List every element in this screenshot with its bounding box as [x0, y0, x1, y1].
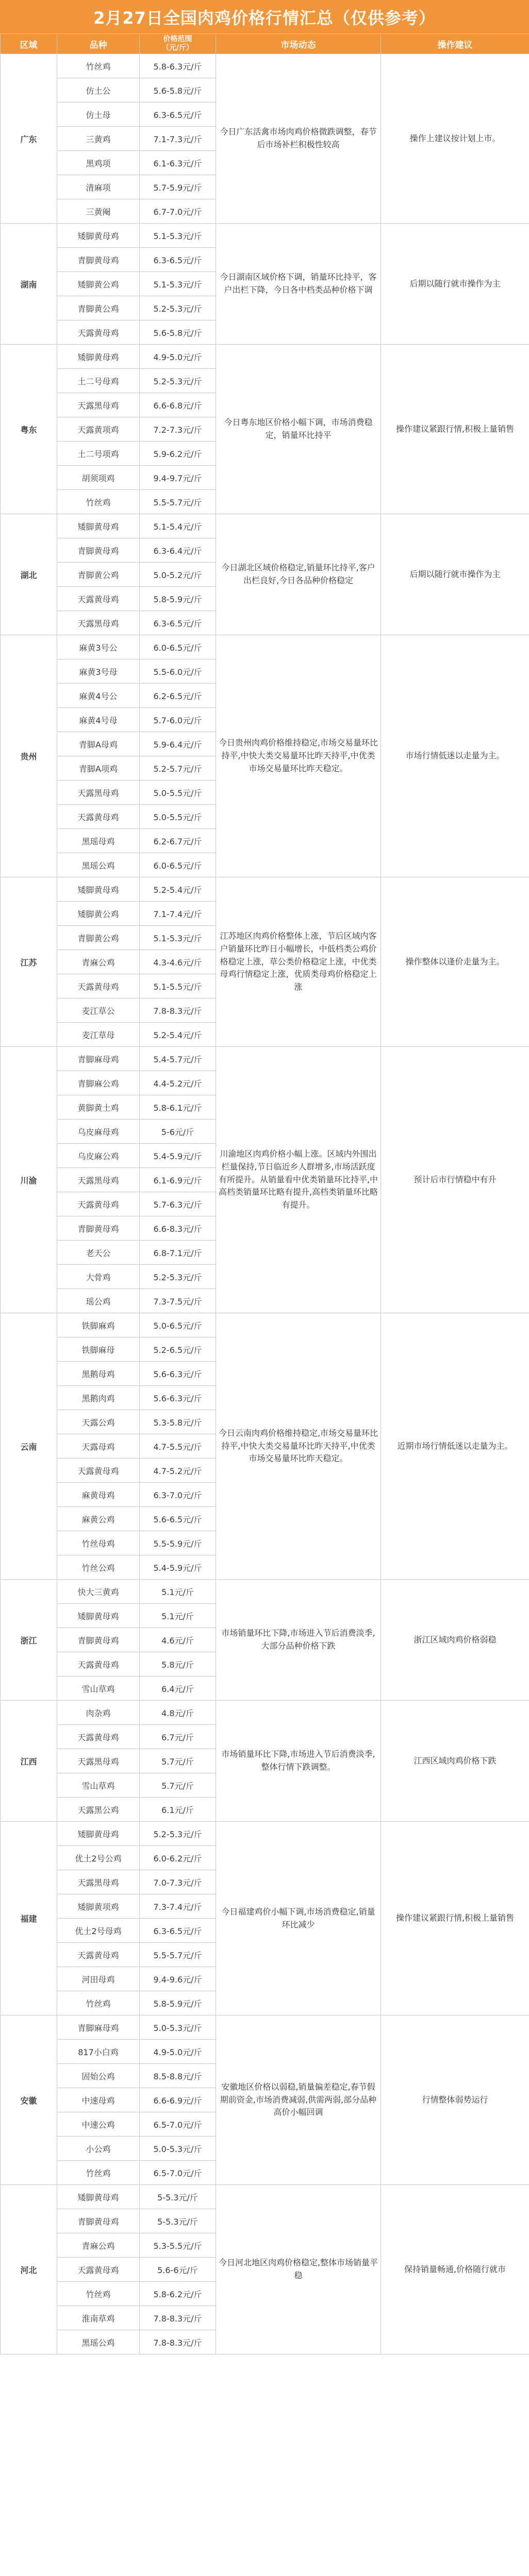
price-cell: 7.2-7.3元/斤 [140, 417, 216, 442]
variety-cell: 天露黑母鸡 [57, 611, 140, 635]
variety-cell: 雪山草鸡 [57, 1773, 140, 1798]
price-cell: 4.7-5.5元/斤 [140, 1434, 216, 1459]
table-row [1, 1580, 529, 1604]
variety-cell: 仿土公 [57, 78, 140, 103]
price-cell: 5.1元/斤 [140, 1604, 216, 1628]
variety-cell: 黑鹅肉鸡 [57, 1386, 140, 1410]
price-cell: 5-6元/斤 [140, 1120, 216, 1144]
market-dynamics-cell: 江苏地区肉鸡价格整体上涨，节后区域内客户销量环比昨日小幅增长，中低档类公鸡价格稳定上涨，草公类价格稳定上涨，中优类母鸡行情稳定上涨，优质类母鸡价格稳定上涨 [216, 877, 381, 1047]
price-cell: 5.0-6.5元/斤 [140, 1313, 216, 1337]
title-bar [0, 0, 529, 33]
variety-cell: 麻黄3号公 [57, 635, 140, 659]
price-cell: 6.5-7.0元/斤 [140, 2112, 216, 2137]
table-body [1, 54, 529, 2354]
variety-cell: 矮脚黄公鸡 [57, 902, 140, 926]
advice-cell: 近期市场行情低迷以走量为主。 [381, 1313, 529, 1580]
variety-cell: 快大三黄鸡 [57, 1580, 140, 1604]
price-cell: 5.2-6.5元/斤 [140, 1337, 216, 1362]
variety-cell: 天露黄母鸡 [57, 805, 140, 829]
price-cell: 6.6-8.3元/斤 [140, 1216, 216, 1241]
table-row [1, 1701, 529, 1725]
variety-cell: 天露黄母鸡 [57, 1192, 140, 1216]
table-header [1, 34, 529, 54]
price-cell: 6.0-6.5元/斤 [140, 853, 216, 877]
price-cell: 9.4-9.6元/斤 [140, 1967, 216, 1991]
variety-cell: 青脚黄母鸡 [57, 2209, 140, 2233]
price-cell: 5.0-5.5元/斤 [140, 781, 216, 805]
region-cell: 福建 [1, 1822, 57, 2015]
variety-cell: 青麻公鸡 [57, 2233, 140, 2258]
variety-cell: 天露母鸡 [57, 1434, 140, 1459]
variety-cell: 黑鹅母鸡 [57, 1362, 140, 1386]
price-cell: 6.1元/斤 [140, 1798, 216, 1822]
variety-cell: 竹丝鸡 [57, 2161, 140, 2185]
variety-cell: 老天公 [57, 1241, 140, 1265]
price-cell: 6.0-6.5元/斤 [140, 635, 216, 659]
price-cell: 5.7元/斤 [140, 1749, 216, 1773]
variety-cell: 竹丝鸡 [57, 2282, 140, 2306]
region-cell: 江苏 [1, 877, 57, 1047]
price-cell: 5.1-5.3元/斤 [140, 224, 216, 248]
advice-cell: 浙江区域肉鸡价格弱稳 [381, 1580, 529, 1701]
variety-cell: 麦江草母 [57, 1023, 140, 1047]
variety-cell: 矮脚黄母鸡 [57, 1604, 140, 1628]
variety-cell: 矮脚黄母鸡 [57, 514, 140, 538]
price-cell: 5.4-5.9元/斤 [140, 1144, 216, 1168]
price-cell: 6.1-6.9元/斤 [140, 1168, 216, 1192]
variety-cell: 麻黄4号母 [57, 708, 140, 732]
market-dynamics-cell: 市场销量环比下降,市场进入节后消费淡季,大部分品种价格下跌 [216, 1580, 381, 1701]
region-cell: 安徽 [1, 2015, 57, 2185]
table-row [1, 224, 529, 248]
variety-cell: 天露黄母鸡 [57, 974, 140, 998]
variety-cell: 天露黄母鸡 [57, 2258, 140, 2282]
advice-cell: 行情整体弱势运行 [381, 2015, 529, 2185]
price-cell: 6.8-7.1元/斤 [140, 1241, 216, 1265]
price-cell: 7.1-7.3元/斤 [140, 127, 216, 151]
price-cell: 6.4元/斤 [140, 1676, 216, 1701]
variety-cell: 淮南草鸡 [57, 2306, 140, 2330]
variety-cell: 竹丝鸡 [57, 54, 140, 78]
price-cell: 6.3-6.5元/斤 [140, 611, 216, 635]
price-cell: 7.0-7.3元/斤 [140, 1870, 216, 1894]
variety-cell: 黄脚黄土鸡 [57, 1095, 140, 1120]
advice-cell: 后期以随行就市操作为主 [381, 224, 529, 345]
price-cell: 5.6-6.5元/斤 [140, 1507, 216, 1531]
variety-cell: 青脚麻母鸡 [57, 2015, 140, 2040]
price-cell: 5.2-5.3元/斤 [140, 1265, 216, 1289]
variety-cell: 竹丝母鸡 [57, 1531, 140, 1555]
variety-cell: 矮脚黄母鸡 [57, 2185, 140, 2209]
region-cell: 湖南 [1, 224, 57, 345]
region-cell: 广东 [1, 54, 57, 224]
variety-cell: 麻黄母鸡 [57, 1483, 140, 1507]
variety-cell: 黑瑶公鸡 [57, 2330, 140, 2354]
price-cell: 5.4-5.7元/斤 [140, 1047, 216, 1071]
price-cell: 5.7-6.0元/斤 [140, 708, 216, 732]
price-cell: 6.6-6.9元/斤 [140, 2088, 216, 2112]
variety-cell: 竹丝鸡 [57, 1991, 140, 2015]
variety-cell: 青麻公鸡 [57, 950, 140, 974]
variety-cell: 天露黄母鸡 [57, 1943, 140, 1967]
region-cell: 川渝 [1, 1047, 57, 1313]
price-cell: 6.2-6.7元/斤 [140, 829, 216, 853]
variety-cell: 青脚黄母鸡 [57, 538, 140, 563]
price-cell: 5.6-6.3元/斤 [140, 1362, 216, 1386]
variety-cell: 天露黄母鸡 [57, 320, 140, 345]
variety-cell: 麻黄3号母 [57, 659, 140, 684]
market-dynamics-cell: 今日福建鸡价小幅下调,市场消费稳定,销量环比减少 [216, 1822, 381, 2015]
price-cell: 6.2-6.5元/斤 [140, 684, 216, 708]
header-price: 价格范围 （元/斤） [140, 34, 216, 54]
variety-cell: 铁脚麻母 [57, 1337, 140, 1362]
variety-cell: 大骨鸡 [57, 1265, 140, 1289]
variety-cell: 土二号项鸡 [57, 442, 140, 466]
price-cell: 5.0-5.2元/斤 [140, 563, 216, 587]
header-advice: 操作建议 [381, 34, 529, 54]
price-cell: 6.3-6.5元/斤 [140, 103, 216, 127]
variety-cell: 青脚A项鸡 [57, 756, 140, 781]
table-row [1, 1047, 529, 1071]
price-cell: 5.2-5.3元/斤 [140, 1822, 216, 1846]
price-cell: 5.1-5.3元/斤 [140, 926, 216, 950]
variety-cell: 天露黑公鸡 [57, 1798, 140, 1822]
variety-cell: 仿土母 [57, 103, 140, 127]
price-cell: 6.3-6.5元/斤 [140, 1919, 216, 1943]
price-cell: 5.0-5.5元/斤 [140, 805, 216, 829]
price-cell: 4.8元/斤 [140, 1701, 216, 1725]
price-cell: 5.7-5.9元/斤 [140, 175, 216, 199]
price-cell: 7.3-7.5元/斤 [140, 1289, 216, 1313]
header-region: 区域 [1, 34, 57, 54]
price-cell: 5.9-6.2元/斤 [140, 442, 216, 466]
variety-cell: 土二号母鸡 [57, 369, 140, 393]
variety-cell: 天露黄母鸡 [57, 1459, 140, 1483]
price-cell: 7.8-8.3元/斤 [140, 2306, 216, 2330]
price-cell: 5.4-5.9元/斤 [140, 1555, 216, 1580]
market-dynamics-cell: 今日粤东地区价格小幅下调，市场消费稳定，销量环比持平 [216, 345, 381, 514]
variety-cell: 河田母鸡 [57, 1967, 140, 1991]
variety-cell: 天露黑母鸡 [57, 1168, 140, 1192]
price-cell: 6.7-7.0元/斤 [140, 199, 216, 224]
variety-cell: 麦江草公 [57, 998, 140, 1023]
price-cell: 5.3-5.8元/斤 [140, 1410, 216, 1434]
variety-cell: 天露黄母鸡 [57, 1652, 140, 1676]
price-cell: 5-5.3元/斤 [140, 2185, 216, 2209]
region-cell: 云南 [1, 1313, 57, 1580]
price-cell: 6.3-6.5元/斤 [140, 248, 216, 272]
price-cell: 5.2-5.7元/斤 [140, 756, 216, 781]
price-cell: 5.2-5.4元/斤 [140, 1023, 216, 1047]
price-cell: 8.5-8.8元/斤 [140, 2064, 216, 2088]
variety-cell: 矮脚黄母鸡 [57, 345, 140, 369]
variety-cell: 三黄鸡 [57, 127, 140, 151]
price-cell: 5.8元/斤 [140, 1652, 216, 1676]
variety-cell: 黑瑶母鸡 [57, 829, 140, 853]
price-cell: 5.1-5.5元/斤 [140, 974, 216, 998]
price-cell: 4.6元/斤 [140, 1628, 216, 1652]
variety-cell: 中速母鸡 [57, 2088, 140, 2112]
variety-cell: 青脚黄母鸡 [57, 1628, 140, 1652]
price-cell: 4.9-5.0元/斤 [140, 2040, 216, 2064]
table-row [1, 1822, 529, 1846]
variety-cell: 黑瑶公鸡 [57, 853, 140, 877]
variety-cell: 矮脚黄母鸡 [57, 224, 140, 248]
price-cell: 5-5.3元/斤 [140, 2209, 216, 2233]
market-dynamics-cell: 今日河北地区肉鸡价格稳定,整体市场销量平稳 [216, 2185, 381, 2354]
price-cell: 5.5-5.9元/斤 [140, 1531, 216, 1555]
price-cell: 5.0-5.3元/斤 [140, 2015, 216, 2040]
advice-cell: 操作上建议按计划上市。 [381, 54, 529, 224]
header-variety: 品种 [57, 34, 140, 54]
price-cell: 6.1-6.3元/斤 [140, 151, 216, 175]
advice-cell: 操作整体以逢价走量为主。 [381, 877, 529, 1047]
market-dynamics-cell: 今日贵州肉鸡价格维持稳定,市场交易量环比持平,中快大类交易量环比昨天持平,中优类市场交易量环比昨天稳定。 [216, 635, 381, 877]
advice-cell: 操作建议紧跟行情,积极上量销售 [381, 1822, 529, 2015]
variety-cell: 麻黄4号公 [57, 684, 140, 708]
table-row [1, 1313, 529, 1337]
variety-cell: 天露黄母鸡 [57, 587, 140, 611]
variety-cell: 清麻项 [57, 175, 140, 199]
price-cell: 5.1-5.4元/斤 [140, 514, 216, 538]
price-cell: 5.5-6.0元/斤 [140, 659, 216, 684]
variety-cell: 瑶公鸡 [57, 1289, 140, 1313]
price-cell: 5.6-5.8元/斤 [140, 78, 216, 103]
price-cell: 6.0-6.2元/斤 [140, 1846, 216, 1870]
advice-cell: 预计后市行情稳中有升 [381, 1047, 529, 1313]
variety-cell: 优土2号公鸡 [57, 1846, 140, 1870]
variety-cell: 小公鸡 [57, 2137, 140, 2161]
variety-cell: 肉杂鸡 [57, 1701, 140, 1725]
price-cell: 6.5-7.0元/斤 [140, 2161, 216, 2185]
region-cell: 粤东 [1, 345, 57, 514]
price-cell: 5.0-5.3元/斤 [140, 2137, 216, 2161]
market-dynamics-cell: 安徽地区价格以弱稳,销量偏差稳定,春节假期前资金,市场消费减弱,供需两弱,部分品种高价小幅回调 [216, 2015, 381, 2185]
price-table [0, 33, 529, 2354]
price-cell: 4.3-4.6元/斤 [140, 950, 216, 974]
variety-cell: 雪山草鸡 [57, 1676, 140, 1701]
region-cell: 浙江 [1, 1580, 57, 1701]
advice-cell: 市场行情低迷以走量为主。 [381, 635, 529, 877]
price-cell: 5.8-6.2元/斤 [140, 2282, 216, 2306]
price-cell: 4.9-5.0元/斤 [140, 345, 216, 369]
variety-cell: 铁脚麻鸡 [57, 1313, 140, 1337]
variety-cell: 竹丝公鸡 [57, 1555, 140, 1580]
page-title: 2月27日全国肉鸡价格行情汇总（仅供参考） [93, 8, 436, 28]
advice-cell: 保持销量畅通,价格随行就市 [381, 2185, 529, 2354]
variety-cell: 天露黑母鸡 [57, 1749, 140, 1773]
variety-cell: 天露黑母鸡 [57, 1870, 140, 1894]
advice-cell: 江西区域肉鸡价格下跌 [381, 1701, 529, 1822]
price-cell: 5.6-6.3元/斤 [140, 1386, 216, 1410]
price-cell: 5.5-5.7元/斤 [140, 490, 216, 514]
variety-cell: 青脚黄母鸡 [57, 248, 140, 272]
price-cell: 5.8-5.9元/斤 [140, 1991, 216, 2015]
market-dynamics-cell: 今日广东活禽市场肉鸡价格微跌调整，春节后市场补栏积极性较高 [216, 54, 381, 224]
variety-cell: 天露公鸡 [57, 1410, 140, 1434]
region-cell: 贵州 [1, 635, 57, 877]
price-cell: 5.1-5.3元/斤 [140, 272, 216, 296]
variety-cell: 中速公鸡 [57, 2112, 140, 2137]
variety-cell: 青脚麻公鸡 [57, 1071, 140, 1095]
variety-cell: 天露黑母鸡 [57, 781, 140, 805]
price-cell: 5.8-6.1元/斤 [140, 1095, 216, 1120]
price-cell: 5.9-6.4元/斤 [140, 732, 216, 756]
variety-cell: 天露黑母鸡 [57, 393, 140, 417]
price-cell: 5.3-5.5元/斤 [140, 2233, 216, 2258]
variety-cell: 青脚麻母鸡 [57, 1047, 140, 1071]
variety-cell: 天露黄项鸡 [57, 417, 140, 442]
table-row [1, 2015, 529, 2040]
price-cell: 4.4-5.2元/斤 [140, 1071, 216, 1095]
market-dynamics-cell: 今日湖南区域价格下调，销量环比持平，客户出栏下降，今日各中档类品种价格下调 [216, 224, 381, 345]
price-cell: 6.3-6.4元/斤 [140, 538, 216, 563]
variety-cell: 乌皮麻公鸡 [57, 1144, 140, 1168]
market-dynamics-cell: 今日湖北区域价格稳定,销量环比持平,客户出栏良好,今日各品种价格稳定 [216, 514, 381, 635]
header-dynamics: 市场动态 [216, 34, 381, 54]
variety-cell: 优土2号母鸡 [57, 1919, 140, 1943]
variety-cell: 天露黄母鸡 [57, 1725, 140, 1749]
variety-cell: 竹丝鸡 [57, 490, 140, 514]
advice-cell: 操作建议紧跟行情,积极上量销售 [381, 345, 529, 514]
variety-cell: 乌皮麻母鸡 [57, 1120, 140, 1144]
price-cell: 9.4-9.7元/斤 [140, 466, 216, 490]
price-cell: 6.6-6.8元/斤 [140, 393, 216, 417]
price-cell: 5.8-5.9元/斤 [140, 587, 216, 611]
variety-cell: 青脚黄母鸡 [57, 1216, 140, 1241]
price-cell: 7.1-7.4元/斤 [140, 902, 216, 926]
variety-cell: 黑鸡项 [57, 151, 140, 175]
region-cell: 湖北 [1, 514, 57, 635]
variety-cell: 矮脚黄母鸡 [57, 877, 140, 902]
price-cell: 6.3-7.0元/斤 [140, 1483, 216, 1507]
price-cell: 5.1元/斤 [140, 1580, 216, 1604]
price-cell: 5.2-5.4元/斤 [140, 877, 216, 902]
table-row [1, 877, 529, 902]
table-row [1, 514, 529, 538]
variety-cell: 817小白鸡 [57, 2040, 140, 2064]
region-cell: 河北 [1, 2185, 57, 2354]
variety-cell: 青脚A母鸡 [57, 732, 140, 756]
price-cell: 5.6-6元/斤 [140, 2258, 216, 2282]
price-cell: 5.7元/斤 [140, 1773, 216, 1798]
price-cell: 5.7-6.3元/斤 [140, 1192, 216, 1216]
table-row [1, 635, 529, 659]
price-cell: 4.7-5.2元/斤 [140, 1459, 216, 1483]
variety-cell: 青脚黄公鸡 [57, 563, 140, 587]
price-cell: 7.3-7.4元/斤 [140, 1894, 216, 1919]
variety-cell: 固始公鸡 [57, 2064, 140, 2088]
variety-cell: 青脚黄公鸡 [57, 296, 140, 320]
variety-cell: 麻黄公鸡 [57, 1507, 140, 1531]
price-cell: 5.2-5.3元/斤 [140, 369, 216, 393]
price-cell: 5.2-5.3元/斤 [140, 296, 216, 320]
variety-cell: 三黄阉 [57, 199, 140, 224]
variety-cell: 矮脚黄公鸡 [57, 272, 140, 296]
variety-cell: 青脚黄公鸡 [57, 926, 140, 950]
table-row [1, 2185, 529, 2209]
variety-cell: 胡须项鸡 [57, 466, 140, 490]
variety-cell: 矮脚黄项鸡 [57, 1894, 140, 1919]
price-cell: 7.8-8.3元/斤 [140, 2330, 216, 2354]
price-cell: 7.8-8.3元/斤 [140, 998, 216, 1023]
variety-cell: 矮脚黄母鸡 [57, 1822, 140, 1846]
table-row [1, 345, 529, 369]
market-dynamics-cell: 市场销量环比下降,市场进入节后消费淡季,整体行情下跌调整。 [216, 1701, 381, 1822]
market-dynamics-cell: 川渝地区肉鸡价格小幅上涨。区域内外围出栏量保持,节日临近乡人群增多,市场活跃度有所提升。从销量看中优类销量环比持平,中高档类销量环比略有提升,高档类销量环比略有提升。 [216, 1047, 381, 1313]
price-cell: 5.6-5.8元/斤 [140, 320, 216, 345]
region-cell: 江西 [1, 1701, 57, 1822]
market-dynamics-cell: 今日云南肉鸡价格维持稳定,市场交易量环比持平,中快大类交易量环比昨天持平,中优类市场交易量环比昨天稳定。 [216, 1313, 381, 1580]
price-cell: 5.8-6.3元/斤 [140, 54, 216, 78]
price-cell: 5.5-5.7元/斤 [140, 1943, 216, 1967]
table-row [1, 54, 529, 78]
price-cell: 6.7元/斤 [140, 1725, 216, 1749]
advice-cell: 后期以随行就市操作为主 [381, 514, 529, 635]
